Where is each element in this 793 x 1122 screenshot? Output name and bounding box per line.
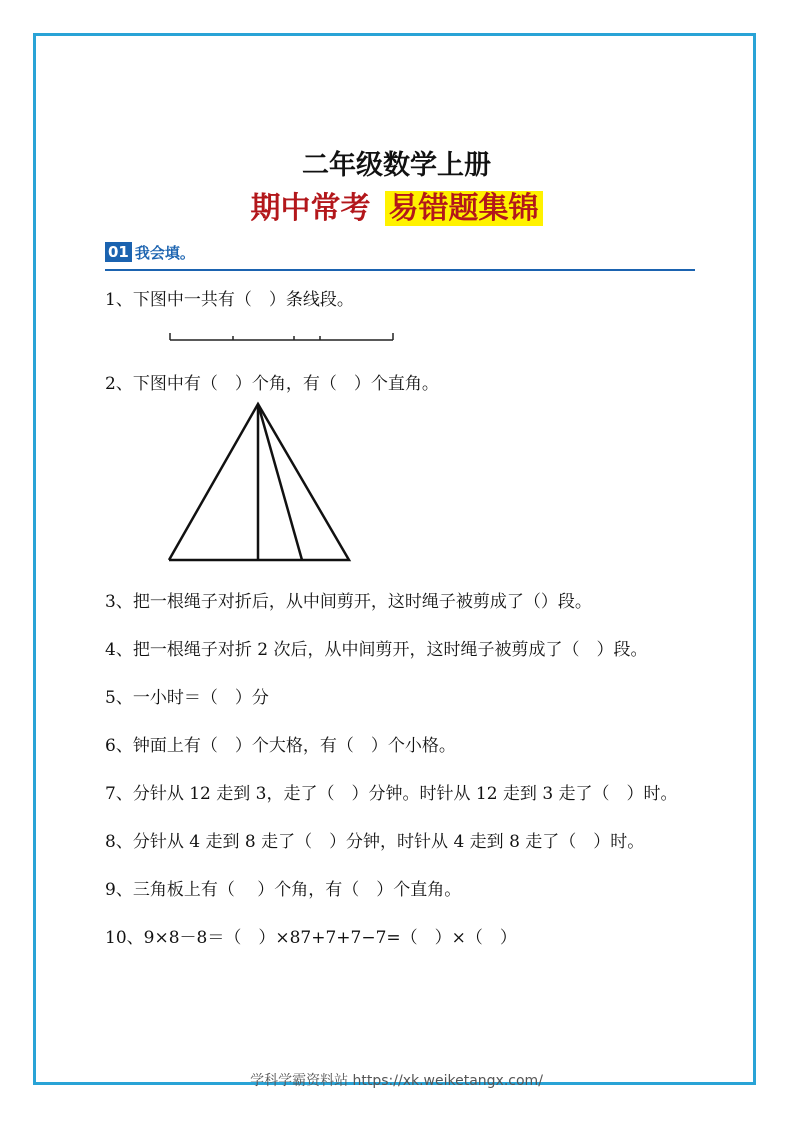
- question-9: 9、三角板上有（ ）个角，有（ ）个直角。: [105, 880, 462, 900]
- question-3: 3、把一根绳子对折后，从中间剪开，这时绳子被剪成了（）段。: [105, 592, 592, 612]
- page-subtitle: [0, 183, 793, 227]
- section-number: 01: [105, 242, 132, 262]
- triangle-inner-line: [258, 404, 302, 560]
- question-4: 4、把一根绳子对折 2 次后，从中间剪开，这时绳子被剪成了（ ）段。: [105, 640, 648, 660]
- triangle-figure: [160, 398, 360, 566]
- question-1: 1、下图中一共有（ ）条线段。: [105, 290, 354, 310]
- section-divider: [105, 269, 695, 271]
- question-6: 6、钟面上有（ ）个大格，有（ ）个小格。: [105, 736, 456, 756]
- line-segment-figure: [165, 328, 400, 344]
- page-title: 二年级数学上册: [302, 150, 491, 181]
- question-10: 10、9×8－8＝（ ）×87+7+7−7=（ ）×（ ）: [105, 928, 517, 948]
- question-7: 7、分针从 12 走到 3，走了（ ）分钟。时针从 12 走到 3 走了（ ）时。: [105, 784, 678, 804]
- question-8: 8、分针从 4 走到 8 走了（ ）分钟，时针从 4 走到 8 走了（ ）时。: [105, 832, 645, 852]
- subtitle-plain: 期中常考: [250, 191, 371, 226]
- question-5: 5、一小时＝（ ）分: [105, 688, 269, 708]
- footer-watermark: 学科学霸资料站 https://xk.weiketangx.com/: [250, 1073, 543, 1089]
- section-label: 我会填。: [134, 243, 195, 262]
- question-2: 2、下图中有（ ）个角，有（ ）个直角。: [105, 374, 439, 394]
- subtitle-highlight: 易错题集锦: [385, 191, 543, 226]
- section-heading: [105, 240, 195, 264]
